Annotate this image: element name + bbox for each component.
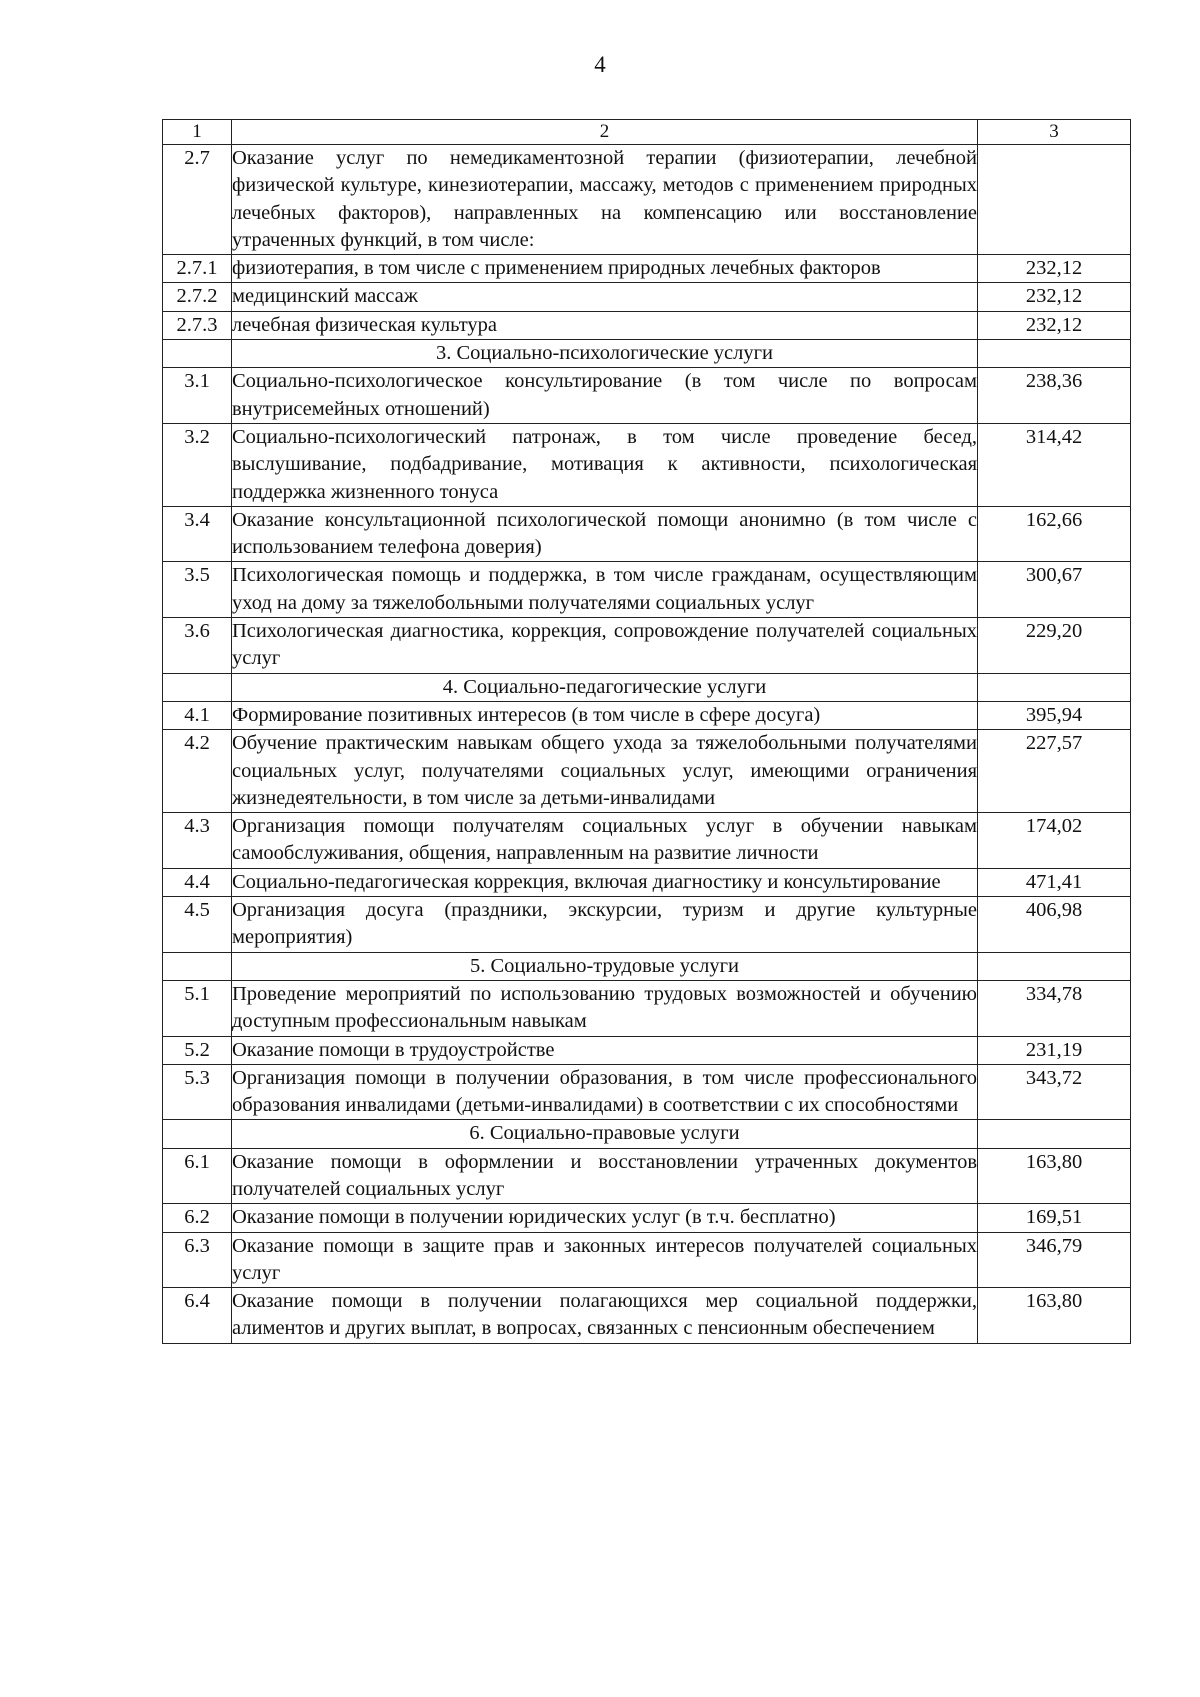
service-price: 238,36 bbox=[978, 368, 1131, 424]
table-row bbox=[163, 868, 1131, 896]
section-price-cell bbox=[978, 952, 1131, 980]
section-title: 4. Социально-педагогические услуги bbox=[232, 673, 978, 701]
item-number: 2.7.1 bbox=[163, 255, 232, 283]
service-name: Оказание помощи в получении юридических услуг (в т.ч. бесплатно) bbox=[232, 1204, 978, 1232]
item-number: 5.1 bbox=[163, 980, 232, 1036]
table-row bbox=[163, 701, 1131, 729]
item-number: 5.2 bbox=[163, 1036, 232, 1064]
table-row bbox=[163, 255, 1131, 283]
service-name: Формирование позитивных интересов (в том числе в сфере досуга) bbox=[232, 701, 978, 729]
item-number: 4.1 bbox=[163, 701, 232, 729]
section-header-row bbox=[163, 952, 1131, 980]
service-name: Социально-психологическое консультирование (в том числе по вопросам внутрисемейных отношений) bbox=[232, 368, 978, 424]
service-name: физиотерапия, в том числе с применением природных лечебных факторов bbox=[232, 255, 978, 283]
table-row bbox=[163, 423, 1131, 506]
item-number: 3.6 bbox=[163, 618, 232, 674]
header-row bbox=[163, 120, 1131, 145]
service-name: Организация помощи получателям социальных услуг в обучении навыкам самообслуживания, общения, направленным на развитие личности bbox=[232, 813, 978, 869]
service-name: Социально-психологический патронаж, в том числе проведение бесед, выслушивание, подбадривание, мотивация к активности, психологическая поддержка жизненного тонуса bbox=[232, 423, 978, 506]
section-header-row bbox=[163, 340, 1131, 368]
section-price-cell bbox=[978, 673, 1131, 701]
section-number-cell bbox=[163, 673, 232, 701]
service-price: 346,79 bbox=[978, 1232, 1131, 1288]
item-number: 4.5 bbox=[163, 897, 232, 953]
item-number: 2.7 bbox=[163, 145, 232, 255]
table-row bbox=[163, 283, 1131, 311]
table-row bbox=[163, 1204, 1131, 1232]
section-title: 5. Социально-трудовые услуги bbox=[232, 952, 978, 980]
service-name: лечебная физическая культура bbox=[232, 311, 978, 339]
section-header-row bbox=[163, 673, 1131, 701]
services-table bbox=[162, 119, 1131, 1344]
item-number: 6.2 bbox=[163, 1204, 232, 1232]
column-header-number: 1 bbox=[163, 120, 232, 145]
service-name: Организация помощи в получении образования, в том числе профессионального образования инвалидами (детьми-инвалидами) в соответствии с их способностями bbox=[232, 1064, 978, 1120]
section-header-row bbox=[163, 1120, 1131, 1148]
service-price: 232,12 bbox=[978, 311, 1131, 339]
service-price: 229,20 bbox=[978, 618, 1131, 674]
item-number: 2.7.3 bbox=[163, 311, 232, 339]
item-number: 3.4 bbox=[163, 506, 232, 562]
service-price: 162,66 bbox=[978, 506, 1131, 562]
service-price: 232,12 bbox=[978, 255, 1131, 283]
table-row bbox=[163, 1064, 1131, 1120]
table-row bbox=[163, 506, 1131, 562]
section-number-cell bbox=[163, 1120, 232, 1148]
service-price bbox=[978, 145, 1131, 255]
section-title: 6. Социально-правовые услуги bbox=[232, 1120, 978, 1148]
table-body bbox=[163, 120, 1131, 1344]
service-price: 169,51 bbox=[978, 1204, 1131, 1232]
table-row bbox=[163, 980, 1131, 1036]
item-number: 3.1 bbox=[163, 368, 232, 424]
service-price: 314,42 bbox=[978, 423, 1131, 506]
service-price: 300,67 bbox=[978, 562, 1131, 618]
item-number: 3.2 bbox=[163, 423, 232, 506]
table-row bbox=[163, 618, 1131, 674]
column-header-service: 2 bbox=[232, 120, 978, 145]
column-header-price: 3 bbox=[978, 120, 1131, 145]
section-number-cell bbox=[163, 340, 232, 368]
service-price: 395,94 bbox=[978, 701, 1131, 729]
service-price: 343,72 bbox=[978, 1064, 1131, 1120]
table-row bbox=[163, 1148, 1131, 1204]
service-price: 406,98 bbox=[978, 897, 1131, 953]
service-price: 334,78 bbox=[978, 980, 1131, 1036]
item-number: 4.3 bbox=[163, 813, 232, 869]
item-number: 4.2 bbox=[163, 730, 232, 813]
item-number: 3.5 bbox=[163, 562, 232, 618]
service-name: Психологическая диагностика, коррекция, сопровождение получателей социальных услуг bbox=[232, 618, 978, 674]
service-price: 174,02 bbox=[978, 813, 1131, 869]
table-row bbox=[163, 368, 1131, 424]
service-name: Оказание консультационной психологической помощи анонимно (в том числе с использованием телефона доверия) bbox=[232, 506, 978, 562]
service-price: 471,41 bbox=[978, 868, 1131, 896]
item-number: 2.7.2 bbox=[163, 283, 232, 311]
service-name: Обучение практическим навыкам общего ухода за тяжелобольными получателями социальных услуг, получателями социальных услуг, имеющими ограничения жизнедеятельности, в том числе за детьми-инвалидами bbox=[232, 730, 978, 813]
service-name: медицинский массаж bbox=[232, 283, 978, 311]
service-name: Оказание помощи в защите прав и законных интересов получателей социальных услуг bbox=[232, 1232, 978, 1288]
table-row bbox=[163, 1288, 1131, 1344]
service-price: 163,80 bbox=[978, 1148, 1131, 1204]
service-name: Социально-педагогическая коррекция, включая диагностику и консультирование bbox=[232, 868, 978, 896]
table-row bbox=[163, 145, 1131, 255]
section-number-cell bbox=[163, 952, 232, 980]
service-price: 163,80 bbox=[978, 1288, 1131, 1344]
table-row bbox=[163, 1036, 1131, 1064]
section-title: 3. Социально-психологические услуги bbox=[232, 340, 978, 368]
service-name: Проведение мероприятий по использованию трудовых возможностей и обучению доступным профессиональным навыкам bbox=[232, 980, 978, 1036]
item-number: 6.3 bbox=[163, 1232, 232, 1288]
table-row bbox=[163, 897, 1131, 953]
service-name: Оказание помощи в трудоустройстве bbox=[232, 1036, 978, 1064]
service-name: Оказание помощи в оформлении и восстановлении утраченных документов получателей социальных услуг bbox=[232, 1148, 978, 1204]
item-number: 6.1 bbox=[163, 1148, 232, 1204]
service-price: 227,57 bbox=[978, 730, 1131, 813]
section-price-cell bbox=[978, 1120, 1131, 1148]
table-row bbox=[163, 813, 1131, 869]
section-price-cell bbox=[978, 340, 1131, 368]
item-number: 6.4 bbox=[163, 1288, 232, 1344]
service-price: 232,12 bbox=[978, 283, 1131, 311]
table-row bbox=[163, 562, 1131, 618]
table-row bbox=[163, 1232, 1131, 1288]
service-name: Психологическая помощь и поддержка, в том числе гражданам, осуществляющим уход на дому за тяжелобольными получателями социальных услуг bbox=[232, 562, 978, 618]
table-row bbox=[163, 311, 1131, 339]
page-number: 4 bbox=[594, 52, 606, 77]
item-number: 5.3 bbox=[163, 1064, 232, 1120]
service-price: 231,19 bbox=[978, 1036, 1131, 1064]
table-row bbox=[163, 730, 1131, 813]
service-name: Оказание услуг по немедикаментозной терапии (физиотерапии, лечебной физической культуре, кинезиотерапии, массажу, методов с применением природных лечебных факторов), направленных на компенсацию или восстановление утраченных функций, в том числе: bbox=[232, 145, 978, 255]
service-name: Оказание помощи в получении полагающихся мер социальной поддержки, алиментов и других выплат, в вопросах, связанных с пенсионным обеспечением bbox=[232, 1288, 978, 1344]
service-name: Организация досуга (праздники, экскурсии, туризм и другие культурные мероприятия) bbox=[232, 897, 978, 953]
item-number: 4.4 bbox=[163, 868, 232, 896]
